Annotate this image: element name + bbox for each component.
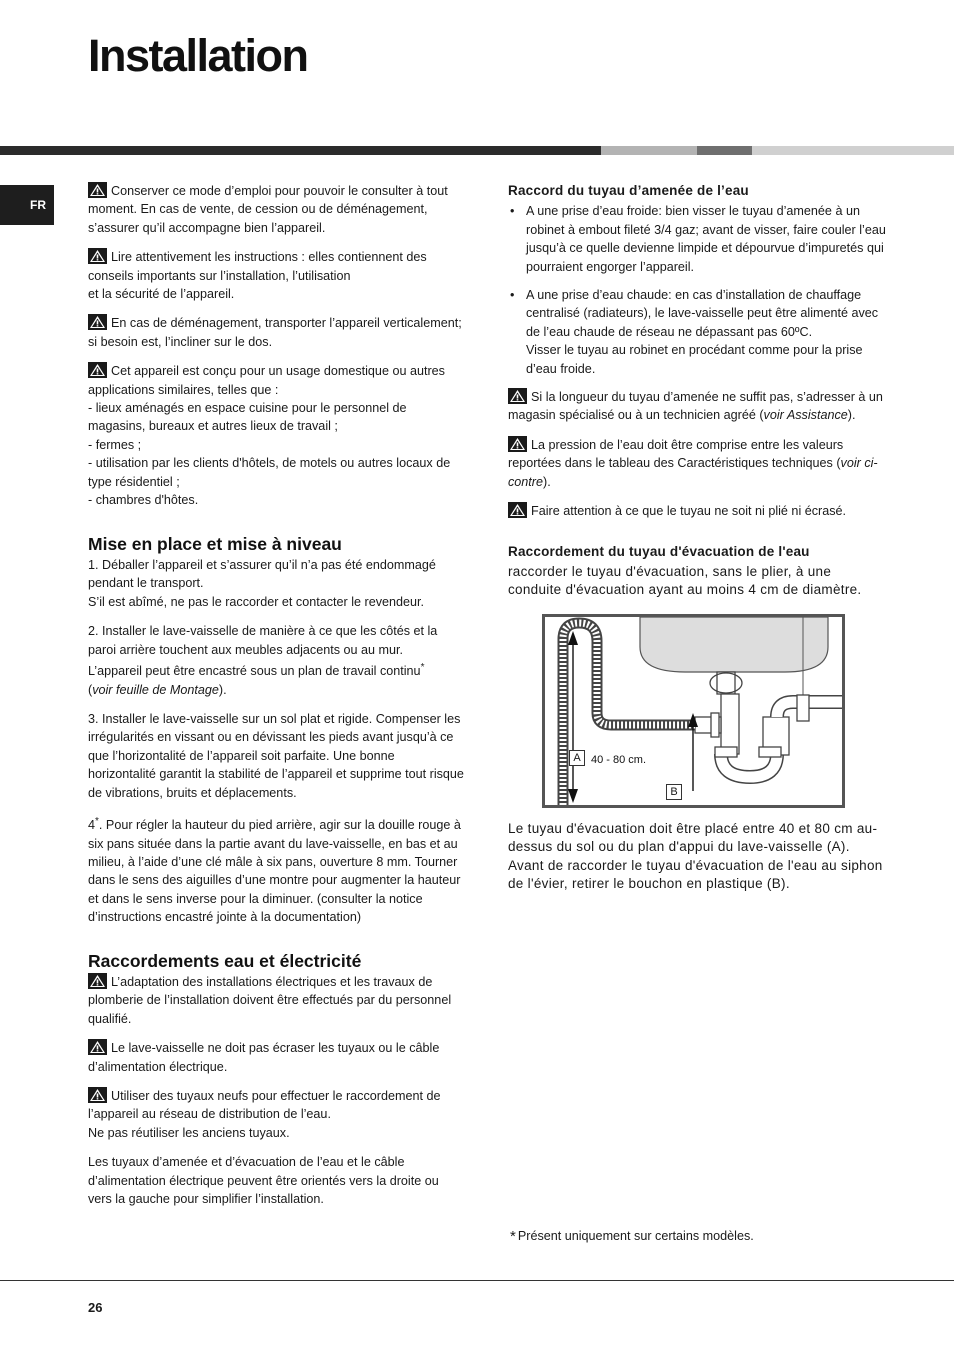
right-column — [508, 182, 888, 894]
page-number: 26 — [88, 1300, 103, 1315]
warning-triangle-icon — [88, 182, 107, 198]
drain-hose-illustration — [545, 617, 842, 805]
warning-triangle-icon — [508, 436, 527, 452]
header-rule-mid — [697, 146, 752, 155]
header-rule-pale — [752, 146, 954, 155]
raccord-bullet-list — [508, 202, 888, 378]
raccord-warning-3: Faire attention à ce que le tuyau ne soit ni plié ni écrasé. — [508, 502, 888, 520]
evacuation-intro: raccorder le tuyau d'évacuation, sans le plier, à une conduite d'évacuation ayant au moins 4 cm de diamètre. — [508, 563, 862, 598]
raccord-warning-2: La pression de l’eau doit être comprise entre les valeurs reportées dans le tableau des Caractéristiques techniques (voir ci-contre). — [508, 437, 878, 489]
warning-triangle-icon — [88, 1087, 107, 1103]
drain-hose-diagram — [542, 614, 845, 808]
warning-triangle-icon — [88, 248, 107, 264]
heading-raccord-amenee: Raccord du tuyau d’amenée de l’eau — [508, 183, 749, 198]
mise-step-2: 2. Installer le lave-vaisselle de manière à ce que les côtés et la paroi arrière touchent aux meubles adjacents ou au mur. L’appareil peut être encastré sous un plan de travail continu* (voir feuille de Montage). — [88, 624, 438, 697]
warning-triangle-icon — [88, 362, 107, 378]
warning-triangle-icon — [508, 502, 527, 518]
list-item: • A une prise d’eau chaude: en cas d’installation de chauffage centralisé (radiateurs), le lave-vaisselle peut être alimenté avec de l’eau chaude de réseau ne dépassant pas 60ºC. Visser le tuyau au robinet en procédant comme pour la prise d’eau froide. — [508, 286, 888, 378]
warning-triangle-icon — [508, 388, 527, 404]
label-b: B — [666, 784, 682, 800]
evacuation-height: Le tuyau d'évacuation doit être placé entre 40 et 80 cm au-dessus du sol ou du plan d'appui du lave-vaisselle (A). Avant de raccorder le tuyau d'évacuation de l'eau au siphon de l'évier, retirer le bouchon en plastique (B). — [508, 820, 883, 892]
warning-triangle-icon — [88, 1039, 107, 1055]
page-title: Installation — [88, 30, 308, 81]
header-rule-light — [601, 146, 697, 155]
raccordements-warning-1: L’adaptation des installations électriques et les travaux de plomberie de l’installation doivent être effectués par du personnel qualifié. — [88, 975, 452, 1026]
intro-warning-3: En cas de déménagement, transporter l’appareil verticalement; si besoin est, l’incliner sur le dos. — [88, 316, 462, 349]
intro-warning-1: Conserver ce mode d’emploi pour pouvoir le consulter à tout moment. En cas de vente, de cession ou de déménagement, s’assurer qu’il accompagne bien l’appareil. — [88, 184, 448, 235]
warning-triangle-icon — [88, 973, 107, 989]
mise-step-4: 4*. Pour régler la hauteur du pied arrière, agir sur la douille rouge à six pans située dans la partie avant du lave-vaisselle, en bas et au milieu, à l’aide d’une clé mâle à six pans, ouverture 8 mm. Tourner dans le sens des aiguilles d’une montre pour augmenter la hauteur et dans le sens inverse pour la diminuer. (consulter la notice d’instructions encastré jointe à la documentation) — [88, 815, 461, 925]
intro-warning-4: Cet appareil est conçu pour un usage domestique ou autres applications similaires, telles que : - lieux aménagés en espace cuisine pour le personnel de magasins, bureaux et autres lieux de travail ; - fermes ; - utilisation par les clients d'hôtels, de motels ou autres locaux de type résidentiel ; - chambres d'hôtes. — [88, 364, 451, 508]
heading-raccordements: Raccordements eau et électricité — [88, 950, 362, 971]
intro-warning-2: Lire attentivement les instructions : elles contiennent des conseils importants sur l’installation, l’utilisation et la sécurité de l’appareil. — [88, 250, 427, 302]
footnote: * Présent uniquement sur certains modèles. — [510, 1228, 754, 1245]
mise-step-1: 1. Déballer l’appareil et s’assurer qu’il n’a pas été endommagé pendant le transport. S’il est abîmé, ne pas le raccorder et contacter le revendeur. — [88, 557, 436, 609]
list-item: • A une prise d’eau froide: bien visser le tuyau d’amenée à un robinet à embout fileté 3/4 gaz; avant de visser, faire couler l’eau jusqu’à ce quelle devienne limpide et dépourvue d’impuretés qui pourraient engorger l’appareil. — [508, 202, 888, 276]
header-rule-dark — [0, 146, 601, 155]
raccordements-warning-3: Utiliser des tuyaux neufs pour effectuer le raccordement de l’appareil au réseau de distribution de l’eau. Ne pas réutiliser les anciens tuyaux. — [88, 1089, 441, 1140]
left-column — [88, 182, 466, 1217]
heading-mise-en-place: Mise en place et mise à niveau — [88, 533, 342, 554]
label-a: A — [569, 750, 585, 766]
warning-triangle-icon — [88, 314, 107, 330]
raccordements-orientation: Les tuyaux d’amenée et d’évacuation de l’eau et le câble d’alimentation électrique peuvent être orientés vers la droite ou vers la gauche pour simplifier l’installation. — [88, 1155, 439, 1207]
heading-raccordement-evacuation: Raccordement du tuyau d'évacuation de l'eau — [508, 543, 810, 559]
footer-rule — [0, 1280, 954, 1281]
mise-step-3: 3. Installer le lave-vaisselle sur un sol plat et rigide. Compenser les irrégularités en vissant ou en dévissant les pieds avant jusqu’à ce que l’horizontalité de l’appareil soit parfaite. Une bonne horizontalité garantit la stabilité de l’appareil et supprime tout risque de vibrations, bruits et déplacements. — [88, 711, 464, 800]
raccordements-warning-2: Le lave-vaisselle ne doit pas écraser les tuyaux ou le câble d’alimentation électrique. — [88, 1041, 440, 1074]
raccord-warning-1: Si la longueur du tuyau d’amenée ne suffit pas, s’adresser à un magasin spécialisé ou à un technicien agréé (voir Assistance). — [508, 390, 883, 423]
height-range-label: 40 - 80 cm. — [591, 753, 647, 766]
language-tab: FR — [0, 185, 54, 225]
